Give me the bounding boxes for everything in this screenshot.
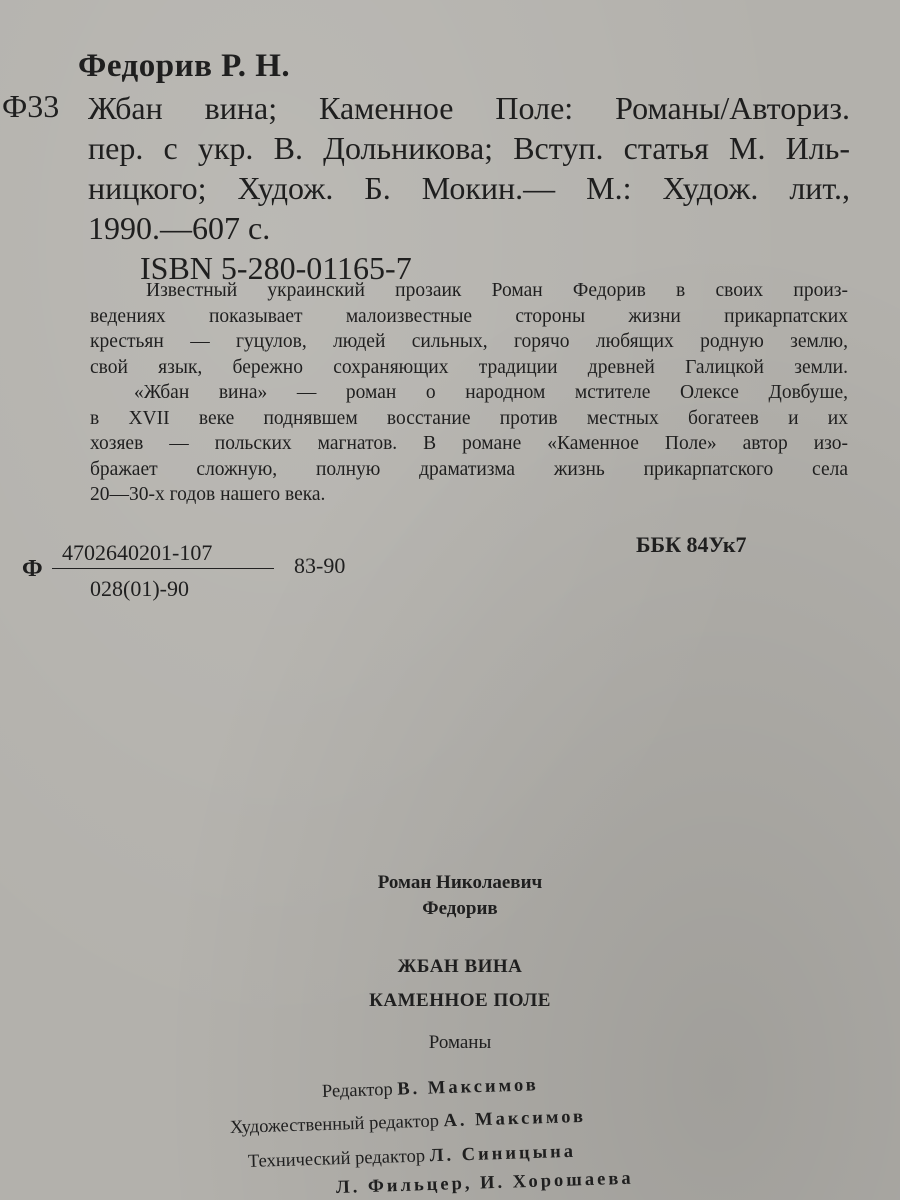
index-numerator: 4702640201-107: [62, 540, 213, 565]
annotation-line: ведениях показывает малоизвестные стороны жизни прикарпатских: [90, 305, 848, 327]
index-symbol: Ф: [22, 556, 43, 582]
biblio-line: ницкого; Худож. Б. Мокин.— М.: Худож. лит.,: [88, 170, 850, 206]
bbk-code: ББК 84Ук7: [636, 532, 747, 557]
biblio-line: пер. с укр. В. Дольникова; Вступ. статья М. Иль-: [88, 130, 850, 166]
author-heading: Федорив Р. Н.: [78, 48, 291, 84]
annotation-line: бражает сложную, полную драматизма жизнь прикарпатского села: [90, 458, 848, 480]
annotation-line: Известный украинский прозаик Роман Федорив в своих произ-: [146, 280, 848, 301]
annotation-line: «Жбан вина» — роман о народном мстителе Олексе Довбуше,: [134, 382, 848, 403]
imprint-title-1: ЖБАН ВИНА: [397, 956, 523, 977]
credit-editor: [322, 1075, 539, 1103]
credit-name: А. Максимов: [443, 1106, 587, 1132]
annotation-line: свой язык, бережно сохраняющих традиции древней Галицкой земли.: [90, 356, 848, 378]
credit-correctors: [336, 1169, 634, 1199]
fraction-bar: [52, 568, 274, 569]
biblio-line: 1990.—607 с.: [88, 210, 271, 246]
credit-name: Л. Синицына: [429, 1141, 577, 1167]
imprint-genre: Романы: [428, 1032, 492, 1053]
credit-art-editor: [230, 1107, 587, 1139]
imprint-author-last: Федорив: [422, 898, 498, 919]
credit-tech-editor: [248, 1142, 577, 1173]
credit-role: Л. Фильцер, И. Хорошаева: [335, 1168, 634, 1198]
annotation-line: хозяев — польских магнатов. В романе «Каменное Поле» автор изо-: [90, 433, 848, 454]
biblio-line: Жбан вина; Каменное Поле: Романы/Авториз.: [88, 90, 850, 126]
imprint-title-2: КАМЕННОЕ ПОЛЕ: [369, 990, 551, 1011]
index-code: 83-90: [294, 553, 346, 578]
isbn: ISBN 5-280-01165-7: [140, 250, 412, 286]
imprint-author-first: Роман Николаевич: [377, 872, 543, 893]
annotation: [90, 278, 848, 508]
credit-name: В. Максимов: [396, 1075, 540, 1100]
annotation-line: в XVII веке поднявшем восстание против местных богатеев и их: [90, 407, 848, 429]
annotation-line: крестьян — гуцулов, людей сильных, горячо любящих родную землю,: [90, 331, 848, 352]
credit-role: Технический редактор: [247, 1146, 426, 1172]
classification-code: Ф33: [2, 88, 60, 124]
annotation-line: 20—30-х годов нашего века.: [90, 484, 326, 505]
credit-role: Художественный редактор: [229, 1111, 440, 1138]
bibliographic-description: [88, 88, 850, 288]
credit-role: Редактор: [321, 1079, 393, 1102]
index-denominator: 028(01)-90: [90, 576, 189, 601]
